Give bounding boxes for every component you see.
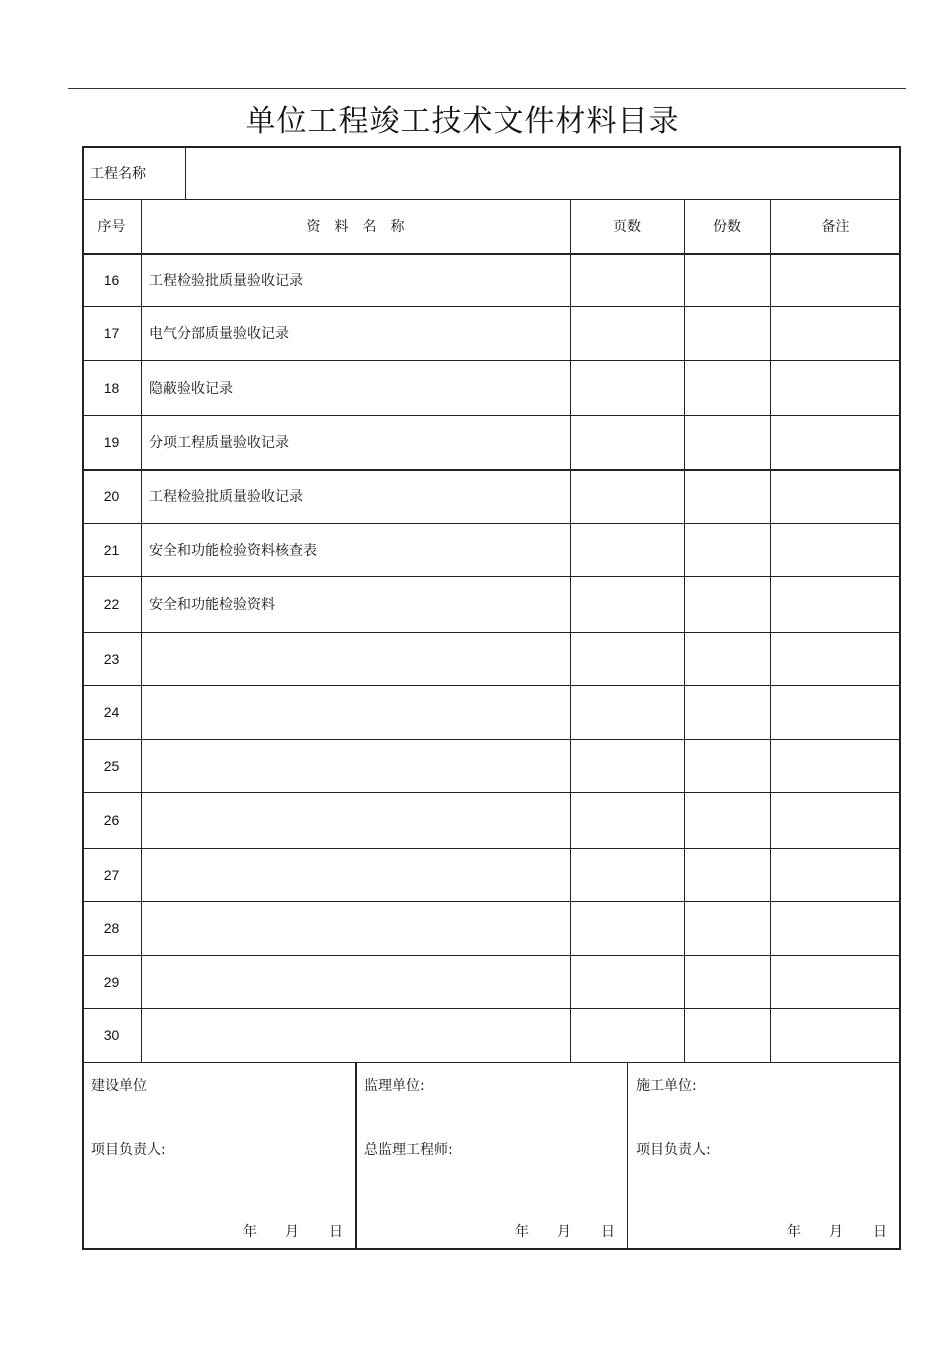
project-name-label: 工程名称	[90, 165, 146, 182]
row-seq: 29	[103, 973, 120, 990]
row-copies	[684, 253, 770, 306]
contractor-date-month: 月	[829, 1224, 843, 1240]
builder-date-year: 年	[243, 1224, 257, 1240]
row-name: 电气分部质量验收记录	[149, 326, 289, 342]
signature-divider	[355, 1062, 357, 1248]
row-seq: 24	[103, 704, 120, 720]
contractor-date-day: 日	[873, 1224, 887, 1240]
row-copies	[684, 415, 770, 469]
row-copies	[684, 901, 770, 955]
row-pages	[570, 685, 684, 739]
row-name	[141, 685, 570, 739]
row-copies	[684, 1008, 770, 1062]
row-pages	[570, 360, 684, 415]
header-name: 资 料 名 称	[306, 219, 405, 235]
header-pages: 页数	[613, 219, 641, 235]
row-seq: 21	[103, 541, 120, 558]
row-remarks	[770, 360, 901, 415]
row-name	[141, 955, 570, 1008]
row-remarks	[770, 848, 901, 901]
row-seq: 20	[103, 488, 120, 504]
column-divider	[570, 199, 571, 1062]
row-remarks	[770, 253, 901, 306]
row-copies	[684, 632, 770, 685]
row-remarks	[770, 415, 901, 469]
row-name	[141, 1008, 570, 1062]
contractor-unit-label: 施工单位:	[636, 1078, 697, 1094]
row-remarks	[770, 1008, 901, 1062]
builder-person-label: 项目负责人:	[91, 1142, 166, 1158]
row-name: 分项工程质量验收记录	[149, 435, 289, 451]
row-name: 隐蔽验收记录	[149, 380, 233, 397]
signature-divider	[627, 1062, 628, 1248]
row-seq: 23	[103, 650, 120, 667]
row-copies	[684, 523, 770, 576]
row-copies	[684, 685, 770, 739]
row-seq: 18	[103, 379, 120, 396]
row-rule	[82, 1062, 901, 1063]
row-name	[141, 848, 570, 901]
header-remarks: 备注	[821, 219, 850, 235]
row-pages	[570, 955, 684, 1008]
header-copies: 份数	[713, 219, 741, 235]
row-copies	[684, 360, 770, 415]
row-seq: 19	[103, 434, 120, 450]
row-seq: 26	[103, 812, 120, 828]
row-remarks	[770, 901, 901, 955]
row-seq: 16	[103, 271, 120, 288]
header-seq: 序号	[97, 219, 126, 235]
row-name: 安全和功能检验资料	[149, 597, 275, 613]
row-name	[141, 901, 570, 955]
row-copies	[684, 576, 770, 632]
row-seq: 22	[103, 596, 120, 612]
row-seq: 30	[103, 1027, 120, 1043]
row-seq: 17	[103, 325, 120, 341]
row-name: 工程检验批质量验收记录	[149, 489, 303, 505]
row-name: 工程检验批质量验收记录	[149, 272, 303, 289]
row-remarks	[770, 955, 901, 1008]
row-remarks	[770, 792, 901, 848]
row-copies	[684, 469, 770, 523]
row-name	[141, 739, 570, 792]
row-pages	[570, 739, 684, 792]
row-copies	[684, 792, 770, 848]
row-copies	[684, 955, 770, 1008]
row-copies	[684, 306, 770, 360]
row-pages	[570, 576, 684, 632]
row-pages	[570, 792, 684, 848]
row-pages	[570, 523, 684, 576]
row-pages	[570, 901, 684, 955]
column-divider	[141, 199, 142, 1062]
builder-unit-label: 建设单位	[91, 1078, 147, 1094]
supervisor-unit-label: 监理单位:	[364, 1078, 425, 1094]
table-border-bottom	[82, 1248, 901, 1250]
row-seq: 28	[103, 920, 120, 936]
row-pages	[570, 469, 684, 523]
contractor-person-label: 项目负责人:	[636, 1142, 711, 1158]
row-remarks	[770, 685, 901, 739]
row-remarks	[770, 739, 901, 792]
row-remarks	[770, 576, 901, 632]
contractor-date-year: 年	[787, 1224, 801, 1240]
row-pages	[570, 848, 684, 901]
row-remarks	[770, 306, 901, 360]
row-seq: 25	[103, 757, 120, 774]
row-pages	[570, 415, 684, 469]
row-copies	[684, 848, 770, 901]
row-pages	[570, 632, 684, 685]
row-remarks	[770, 469, 901, 523]
column-divider	[770, 199, 771, 1062]
builder-date-month: 月	[285, 1224, 299, 1240]
column-divider	[684, 199, 685, 1062]
builder-date-day: 日	[329, 1224, 343, 1240]
supervisor-date-day: 日	[601, 1224, 615, 1240]
supervisor-date-year: 年	[515, 1224, 529, 1240]
row-copies	[684, 739, 770, 792]
supervisor-person-label: 总监理工程师:	[364, 1142, 453, 1158]
row-pages	[570, 306, 684, 360]
project-name-value	[185, 146, 901, 199]
row-remarks	[770, 632, 901, 685]
catalog-table	[82, 146, 901, 1249]
row-pages	[570, 253, 684, 306]
supervisor-date-month: 月	[557, 1224, 571, 1240]
row-remarks	[770, 523, 901, 576]
header-rule	[68, 88, 906, 89]
document-title: 单位工程竣工技术文件材料目录	[245, 104, 680, 139]
row-name	[141, 632, 570, 685]
row-seq: 27	[103, 866, 120, 883]
row-pages	[570, 1008, 684, 1062]
row-name: 安全和功能检验资料核查表	[149, 542, 317, 559]
row-name	[141, 792, 570, 848]
